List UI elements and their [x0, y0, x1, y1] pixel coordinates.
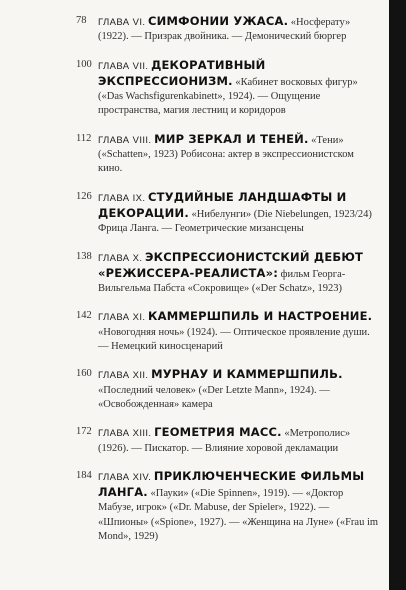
chapter-label: ГЛАВА VI. [98, 17, 146, 28]
toc-entry [0, 132, 389, 177]
chapter-description: «Нибелунги» (Die Niebelungen, 1923/24) Фрица Ланга. — Геометрические мизансцены [98, 208, 372, 235]
chapter-title: КАММЕРШПИЛЬ И НАСТРОЕНИЕ. [148, 309, 373, 324]
toc-entry [0, 367, 389, 412]
chapter-label: ГЛАВА XI. [98, 312, 146, 324]
page-number: 172 [76, 426, 92, 438]
chapter-description: «Пауки» («Die Spinnen», 1919). — «Доктор Мабузе, игрок» («Dr. Mabuse, der Spieler», 1922). — «Шпионы» («Spione», 1927). — «Женщина на Луне» («Frau im Mond», 1929) [98, 488, 379, 543]
chapter-label: ГЛАВА X. [98, 252, 143, 264]
page-number: 112 [76, 132, 92, 144]
chapter-title: ГЕОМЕТРИЯ МАСС. [154, 425, 282, 440]
chapter-title: МУРНАУ И КАММЕРШПИЛЬ. [151, 367, 343, 382]
chapter-label: ГЛАВА VIII. [98, 134, 152, 146]
entry-text [98, 58, 379, 119]
chapter-description: «Новогодняя ночь» (1924). — Оптическое проявление души. — Немецкий киносценарий [98, 326, 370, 353]
page-number: 142 [76, 310, 92, 322]
chapter-label: ГЛАВА XII. [98, 370, 149, 382]
entry-text [98, 469, 379, 544]
chapter-title: ПРИКЛЮЧЕНЧЕСКИЕ ФИЛЬМЫ ЛАНГА. [98, 468, 365, 500]
toc-entry [0, 14, 389, 45]
chapter-description: «Тени» («Schatten», 1923) Робисона: актер в экспрессионистском кино. [98, 134, 354, 175]
toc-entry [0, 190, 389, 237]
page-number: 126 [76, 190, 92, 202]
page-number: 100 [76, 58, 92, 70]
chapter-title: ДЕКОРАТИВНЫЙ ЭКСПРЕССИОНИЗМ. [98, 57, 266, 88]
chapter-description: «Кабинет восковых фигур» («Das Wachsfigurenkabinett», 1924). — Ощущение пространства, магия лестниц и коридоров [98, 76, 358, 117]
toc-entry [0, 425, 389, 456]
page-number: 78 [76, 15, 87, 26]
chapter-label: ГЛАВА XIV. [98, 471, 152, 483]
chapter-title: СТУДИЙНЫЕ ЛАНДШАФТЫ И ДЕКОРАЦИИ. [98, 189, 347, 220]
chapter-description: «Последний человек» («Der Letzte Mann», 1924). — «Освобожденная» камера [98, 384, 330, 410]
entry-text [98, 132, 379, 177]
chapter-label: ГЛАВА IX. [98, 192, 146, 204]
entry-text [98, 425, 379, 456]
toc-entry [0, 58, 389, 119]
page-number: 138 [76, 250, 92, 262]
toc-entry [0, 250, 389, 297]
table-of-contents [0, 14, 389, 557]
chapter-title: СИМФОНИИ УЖАСА. [148, 14, 289, 28]
chapter-label: ГЛАВА XIII. [98, 428, 152, 440]
entry-text [98, 190, 379, 237]
chapter-title: ЭКСПРЕССИОНИСТСКИЙ ДЕБЮТ «РЕЖИССЕРА-РЕАЛИСТА»: [98, 249, 364, 280]
page-number: 184 [76, 469, 92, 481]
toc-entry [0, 309, 389, 354]
toc-entry [0, 469, 389, 544]
chapter-description: фильм Георга-Вильгельма Пабста «Сокровище» («Der Schatz», 1923) [98, 268, 346, 295]
chapter-description: «Метрополис» (1926). — Пискатор. — Влияние хоровой декламации [98, 428, 351, 454]
entry-text [98, 309, 379, 354]
chapter-title: МИР ЗЕРКАЛ И ТЕНЕЙ. [154, 131, 309, 146]
entry-text [98, 367, 379, 412]
page-number: 160 [76, 368, 92, 380]
page-edge [389, 0, 406, 590]
entry-text [98, 250, 379, 297]
entry-text [98, 14, 379, 45]
chapter-label: ГЛАВА VII. [98, 60, 149, 72]
chapter-description: «Носферату» (1922). — Призрак двойника. — Демонический бюргер [98, 17, 351, 43]
